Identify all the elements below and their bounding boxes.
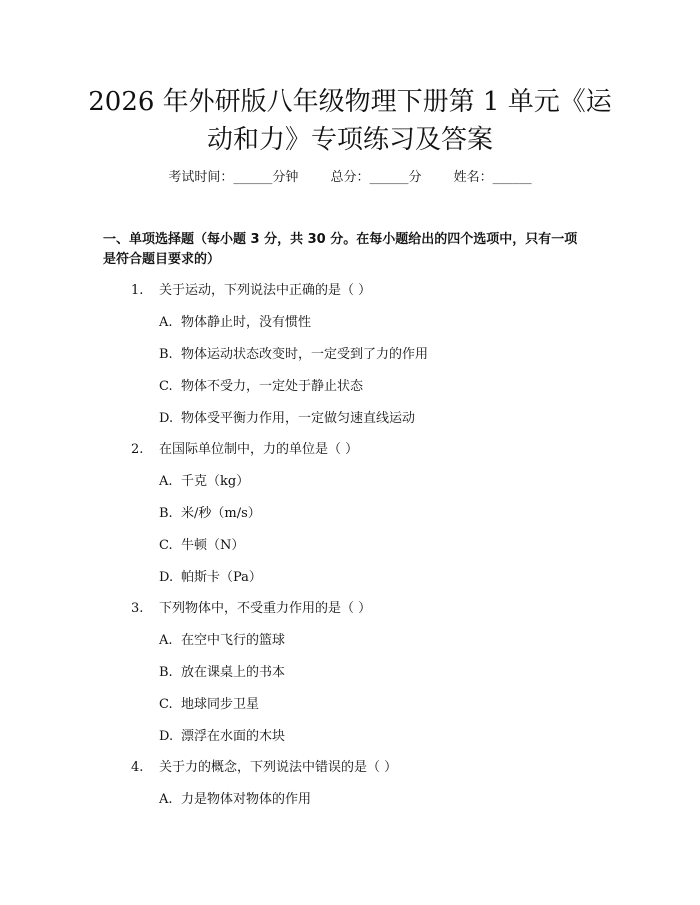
question-text: 关于力的概念，下列说法中错误的是（ ） <box>159 760 398 775</box>
question-2-option-b <box>159 504 261 524</box>
exam-info <box>0 168 700 188</box>
option-letter: D. <box>159 729 174 744</box>
question-1-option-a <box>159 313 311 333</box>
question-1-option-c <box>159 377 363 397</box>
option-letter: B. <box>159 506 173 521</box>
question-4 <box>131 758 397 778</box>
option-text: 物体受平衡力作用，一定做匀速直线运动 <box>181 411 416 426</box>
option-letter: B. <box>159 347 173 362</box>
question-2-option-d <box>159 568 262 588</box>
student-name-field: 姓名：______ <box>453 170 532 185</box>
option-letter: B. <box>159 665 173 680</box>
option-letter: A. <box>159 315 173 330</box>
option-text: 放在课桌上的书本 <box>181 665 286 680</box>
option-letter: C. <box>159 538 173 553</box>
question-1 <box>131 281 371 301</box>
option-letter: A. <box>159 792 173 807</box>
question-2 <box>131 440 358 460</box>
question-2-option-a <box>159 472 249 492</box>
question-text: 下列物体中，不受重力作用的是（ ） <box>159 601 372 616</box>
question-3-option-d <box>159 727 285 747</box>
option-letter: D. <box>159 411 174 426</box>
option-text: 漂浮在水面的木块 <box>181 729 286 744</box>
question-3-option-c <box>159 695 259 715</box>
option-text: 力是物体对物体的作用 <box>181 792 312 807</box>
section-heading-line-2: 是符合题目要求的） <box>103 252 221 267</box>
option-letter: A. <box>159 474 173 489</box>
question-number: 3. <box>131 601 144 616</box>
section-heading-line-1: 一、单项选择题（每小题 3 分，共 30 分。在每小题给出的四个选项中，只有一项 <box>103 232 578 247</box>
question-1-option-b <box>159 345 428 365</box>
question-number: 2. <box>131 442 144 457</box>
option-letter: C. <box>159 697 173 712</box>
question-number: 4. <box>131 760 144 775</box>
question-number: 1. <box>131 283 144 298</box>
option-text: 千克（kg） <box>181 474 250 489</box>
option-text: 物体不受力，一定处于静止状态 <box>181 379 364 394</box>
question-text: 关于运动，下列说法中正确的是（ ） <box>159 283 372 298</box>
option-letter: C. <box>159 379 173 394</box>
option-text: 米/秒（m/s） <box>181 506 261 521</box>
question-4-option-a <box>159 790 311 810</box>
question-2-option-c <box>159 536 244 556</box>
option-text: 物体运动状态改变时，一定受到了力的作用 <box>181 347 429 362</box>
option-text: 地球同步卫星 <box>181 697 260 712</box>
question-3-option-a <box>159 631 285 651</box>
question-3-option-b <box>159 663 285 683</box>
exam-time-field: 考试时间：______分钟 <box>168 170 299 185</box>
question-text: 在国际单位制中，力的单位是（ ） <box>159 442 359 457</box>
question-3 <box>131 599 371 619</box>
option-text: 牛顿（N） <box>181 538 245 553</box>
option-text: 在空中飞行的篮球 <box>181 633 286 648</box>
option-letter: A. <box>159 633 173 648</box>
document-title-line-2: 动和力》专项练习及答案 <box>206 125 493 155</box>
exam-score-field: 总分：______分 <box>330 170 422 185</box>
document-title-line-1: 2026 年外研版八年级物理下册第 1 单元《运 <box>88 87 612 117</box>
option-letter: D. <box>159 570 174 585</box>
option-text: 物体静止时，没有惯性 <box>181 315 312 330</box>
question-1-option-d <box>159 409 415 429</box>
option-text: 帕斯卡（Pa） <box>181 570 262 585</box>
